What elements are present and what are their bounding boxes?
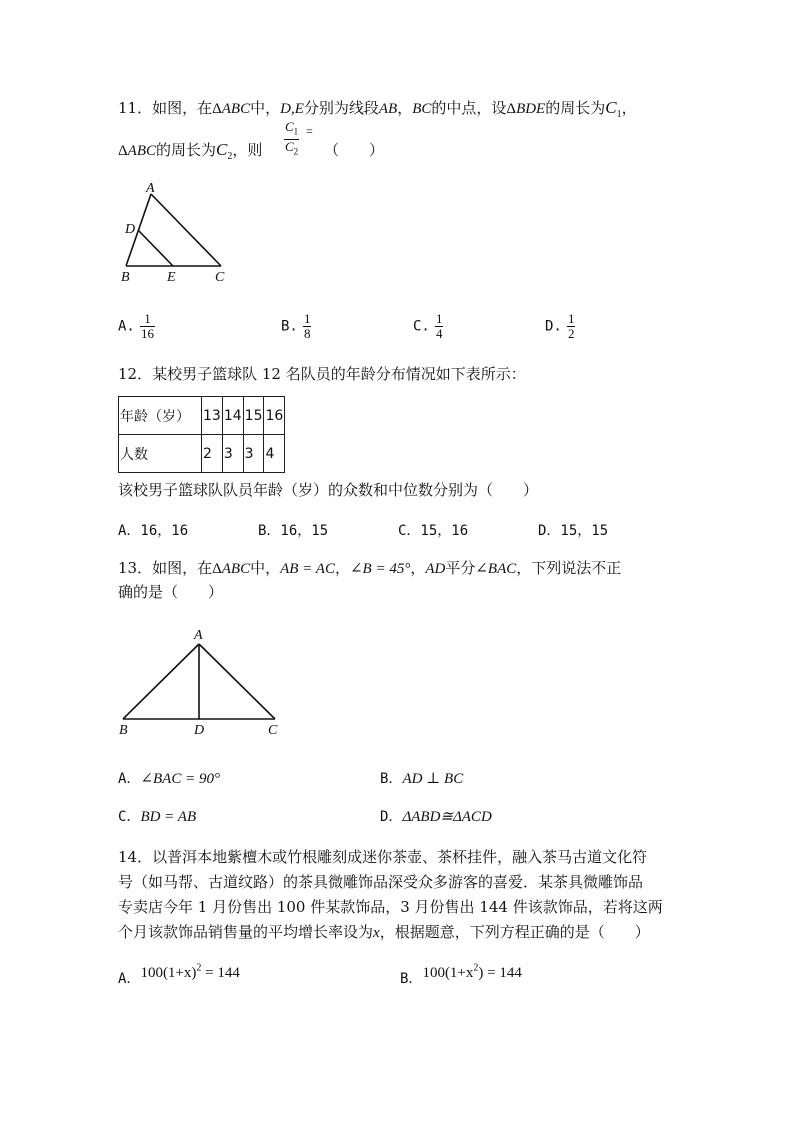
q12-option-b[interactable]: B．16，15: [258, 523, 329, 539]
option-sup: 2: [196, 962, 202, 974]
q13-line2: 确的是（ ）: [118, 583, 224, 601]
option-num: 1: [140, 312, 155, 327]
math-x: x: [373, 925, 380, 941]
option-text: = 144: [201, 965, 240, 981]
frac-num-sub: 1: [293, 126, 299, 137]
q13-label-a: A: [194, 628, 203, 643]
q11-text: 分别为线段: [303, 99, 379, 117]
triangle-symbol: Δ: [506, 101, 517, 117]
q14-line4: [118, 919, 650, 946]
table-row: [119, 435, 285, 473]
q14-line3: 专卖店今年 1 月份售出 100 件某款饰品，3 月份售出 144 件该款饰品，若将这两: [118, 898, 663, 916]
frac-num: C: [285, 119, 294, 134]
option-label: A．: [118, 771, 141, 787]
option-num: 1: [435, 311, 443, 326]
option-text: 100(1+x: [422, 965, 474, 981]
math-abc: ABC: [221, 101, 251, 117]
math-c1-sub: 1: [616, 109, 622, 120]
option-label: A.: [118, 318, 135, 335]
math-bc: BC: [412, 101, 432, 117]
q14-text: 个月该款饰品销售量的平均增长率设为: [118, 923, 374, 941]
q13-edge-ac: [199, 644, 275, 719]
option-den: 2: [567, 326, 575, 341]
table-cell: 15: [243, 397, 264, 435]
q13-option-c[interactable]: [118, 806, 196, 827]
q11-text: 11．如图，在: [118, 99, 213, 117]
option-den: 16: [140, 326, 154, 341]
option-label: D．: [380, 809, 403, 825]
q11-option-c[interactable]: [413, 312, 443, 341]
option-num: 1: [303, 311, 311, 326]
q13-line1: [118, 558, 621, 579]
frac-den-sub: 2: [293, 146, 299, 157]
table-cell: 3: [243, 435, 264, 473]
table-cell: 4: [264, 435, 285, 473]
table-cell: 年龄（岁）: [119, 397, 202, 435]
q13-label-d: D: [194, 723, 205, 738]
q13-text: ，下列说法不正: [516, 559, 622, 577]
q12-age-table: [118, 396, 285, 473]
option-label: A．: [118, 971, 141, 987]
q14-text: ，根据题意，下列方程正确的是（ ）: [379, 923, 650, 941]
q11-label-e: E: [167, 270, 176, 285]
q11-line1: [118, 98, 637, 125]
math-abc: ABC: [221, 561, 251, 577]
q11-label-a: A: [146, 181, 155, 196]
q13-option-d[interactable]: [380, 806, 492, 827]
frac-den: C: [285, 138, 294, 154]
option-label: B．: [400, 971, 423, 987]
math-c2: C: [216, 140, 228, 159]
math-ab: AB: [378, 101, 398, 117]
triangle-symbol: Δ: [118, 143, 128, 159]
table-cell: 3: [222, 435, 243, 473]
q13-triangle-figure: [112, 624, 292, 742]
option-num: 1: [567, 311, 575, 326]
q14-option-b[interactable]: [400, 962, 522, 987]
option-den: 4: [435, 326, 443, 341]
q13-text: 中，: [250, 559, 281, 577]
math-abc: ABC: [127, 143, 156, 159]
q14-line2: 号（如马帮、古道纹路）的茶具微雕饰品深受众多游客的喜爱．某茶具微雕饰品: [118, 873, 644, 891]
option-label: C．: [118, 809, 141, 825]
q14-line1: 14．以普洱本地紫檀木或竹根雕刻成迷你茶壶、茶杯挂件，融入茶马古道文化符: [118, 848, 648, 866]
option-text: AD ⊥ BC: [402, 771, 464, 787]
triangle-symbol: Δ: [212, 561, 222, 577]
q11-line2: [118, 140, 262, 167]
math-bde: BDE: [516, 101, 546, 117]
q12-option-a[interactable]: A．16，16: [118, 523, 189, 539]
q11-text: 中，: [250, 99, 281, 117]
q11-text: ，: [397, 99, 413, 117]
option-text: BD = AB: [140, 809, 197, 825]
option-text: ) = 144: [478, 965, 522, 981]
table-cell: 13: [202, 397, 223, 435]
q11-fraction: [284, 120, 299, 158]
q13-text: 平分: [445, 559, 476, 577]
option-label: B.: [281, 318, 298, 335]
option-text: ∠BAC = 90°: [140, 771, 220, 787]
q11-edge-de: [138, 230, 173, 266]
q13-option-b[interactable]: [380, 768, 463, 789]
q13-option-a[interactable]: [118, 768, 220, 789]
q12-option-c[interactable]: C．15，16: [398, 523, 469, 539]
option-sup: 2: [473, 962, 479, 974]
q13-edge-ab: [123, 644, 199, 719]
math-angle-bac: ∠BAC: [475, 561, 517, 577]
math-c2-sub: 2: [227, 151, 233, 162]
q14-option-a[interactable]: [118, 962, 240, 987]
option-label: C.: [413, 318, 430, 335]
q11-text: ，: [621, 99, 637, 117]
math-ab-eq-ac: AB = AC: [280, 561, 335, 577]
q11-label-b: B: [121, 270, 130, 285]
q11-text: 的周长为: [156, 141, 217, 159]
math-de: D,E: [280, 101, 304, 117]
option-label: B．: [380, 771, 403, 787]
table-cell: 2: [202, 435, 223, 473]
q11-option-d[interactable]: [545, 312, 575, 341]
option-text: ΔABD≅ΔACD: [402, 809, 492, 825]
math-ad: AD: [425, 561, 446, 577]
q11-answer-paren: （ ）: [324, 141, 385, 159]
q11-label-d: D: [125, 222, 136, 237]
q13-text: 13．如图，在: [118, 559, 213, 577]
q11-text: 的中点，设: [431, 99, 507, 117]
q13-label-c: C: [268, 723, 278, 738]
q11-triangle-figure: [115, 178, 245, 286]
q11-equals: =: [306, 124, 313, 138]
table-cell: 人数: [119, 435, 202, 473]
q13-label-b: B: [119, 723, 128, 738]
q11-option-a[interactable]: [118, 312, 155, 341]
option-label: D.: [545, 318, 562, 335]
q12-option-d[interactable]: D．15，15: [538, 523, 609, 539]
option-den: 8: [303, 326, 311, 341]
math-angle-b: ∠B = 45°: [349, 561, 411, 577]
table-cell: 16: [264, 397, 285, 435]
q11-option-b[interactable]: [281, 312, 311, 341]
q11-text: 的周长为: [545, 99, 606, 117]
table-cell: 14: [222, 397, 243, 435]
triangle-symbol: Δ: [212, 101, 222, 117]
math-c1: C: [605, 98, 617, 117]
q11-label-c: C: [215, 270, 225, 285]
q13-text: ，: [410, 559, 426, 577]
q11-text: ，则: [232, 141, 263, 159]
table-row: [119, 397, 285, 435]
option-text: 100(1+x): [140, 965, 197, 981]
q12-stem: 12．某校男子篮球队 12 名队员的年龄分布情况如下表所示：: [118, 365, 526, 383]
q12-question: 该校男子篮球队队员年龄（岁）的众数和中位数分别为（ ）: [118, 481, 539, 499]
q13-text: ，: [334, 559, 350, 577]
